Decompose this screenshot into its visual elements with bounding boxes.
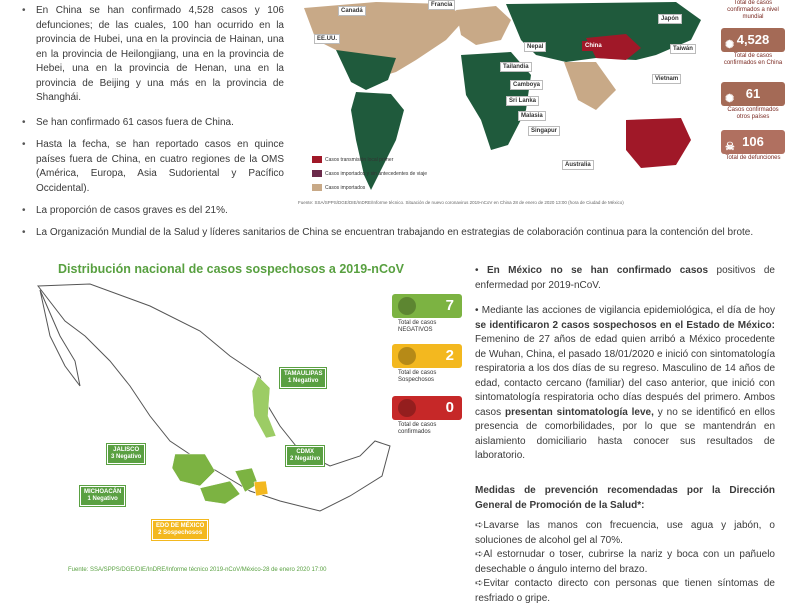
virus-icon <box>398 347 416 365</box>
bullet-dot: • <box>22 5 26 16</box>
legend-imported: Casos importados <box>312 184 365 191</box>
arrow-icon: ➪ <box>475 578 484 589</box>
australia-shape <box>626 118 691 168</box>
tag-canada: Canadá <box>338 6 366 16</box>
label-cdmx: CDMX 2 Negativo <box>286 446 324 466</box>
legend-swatch <box>312 170 322 177</box>
stat-box: 2 <box>392 344 462 368</box>
mexico-map <box>30 276 410 566</box>
measure-item: ➪Al estornudar o toser, cubrirse la nariz y boca con un pañuelo desechable o ángulo interno del brazo. <box>475 549 775 575</box>
bullet-dot: • <box>22 205 26 216</box>
world-map-source: Fuente: SSA/SPPS/DGE/DIE/InDRE/Informe técnico. Situación de nuevo coronavirus 2019-nCoV en China 28 de enero de 2020 13:00 (hora de Ciudad de México) <box>298 200 624 205</box>
label-jalisco: JALISCO 3 Negativo <box>107 444 145 464</box>
stat-box: 0 <box>392 396 462 420</box>
bullet-china-cases: • En China se han confirmado 4,528 casos y 106 defunciones; de las cuales, 100 han ocurrido en la provincia de Hubei, una en la provincia de Hainan, una en la provincia de Heilongjiang, una en la provincia de Hebei, una en la provincia de Henan, una en la provincia de Beijing y una más en la provincia de Shanghái. <box>22 5 284 103</box>
label-tamaulipas: TAMAULIPAS 1 Negativo <box>280 368 326 388</box>
tag-eeuu: EE.UU. <box>314 34 340 44</box>
virus-icon: ✺ <box>725 39 735 51</box>
stat-deaths: ☠ 106 Total de defunciones <box>721 130 785 162</box>
tag-china: China <box>582 41 605 51</box>
arrow-icon: ➪ <box>475 549 484 560</box>
south-asia-shape <box>564 62 616 110</box>
mexico-outline <box>38 284 390 511</box>
people-icon <box>398 399 416 417</box>
tag-srilanka: Sri Lanka <box>506 96 539 106</box>
bullet-dot: • <box>475 265 487 276</box>
mx-stat-suspected: 2 Total de casos Sospechosos <box>392 344 462 384</box>
tag-singapur: Singapur <box>528 126 560 136</box>
stat-box: 7 <box>392 294 462 318</box>
virus-icon: ✺ <box>725 93 735 105</box>
legend-imported-no-travel: Casos importados y sin antecedentes de viaje <box>312 170 427 177</box>
tag-vietnam: Vietnam <box>652 74 681 84</box>
stat-box: ☠ 106 <box>721 130 785 154</box>
measures-title: Medidas de prevención recomendadas por la Dirección General de Promoción de la Salud*: <box>475 485 775 511</box>
stat-china-cases: ✺ 4,528 Total de casos confirmados en China <box>721 28 785 67</box>
tag-camboya: Camboya <box>510 80 543 90</box>
tag-francia: Francia <box>428 0 455 10</box>
bullet-outside-china: • Se han confirmado 61 casos fuera de China. <box>22 116 284 131</box>
paragraph-no-confirmed: • En México no se han confirmado casos positivos de enfermedad por 2019-nCoV. <box>475 265 775 291</box>
bullet-countries: • Hasta la fecha, se han reportado casos en quince países fuera de China, en cuatro regiones de la OMS (América, Europa, Asia Sudoriental y Pacífico Occidental). <box>22 139 284 194</box>
mexico-map-graphic <box>30 276 410 566</box>
legend-swatch <box>312 184 322 191</box>
tag-taiwan: Taiwán <box>670 44 696 54</box>
label-edomex: EDO DE MÉXICO 2 Sospechosos <box>152 520 208 540</box>
stat-box: ✺ 4,528 <box>721 28 785 52</box>
bullet-dot: • <box>475 305 482 316</box>
skull-icon: ☠ <box>725 141 735 153</box>
mx-stat-negative: 7 Total de casos NEGATIVOS <box>392 294 462 334</box>
paragraph-suspected-cases: • Mediante las acciones de vigilancia epidemiológica, el día de hoy se identificaron 2 casos sospechosos en el Estado de México: Femenino de 27 años de edad quien arribó a México procedente de Wuhan, China, el pasado 18/01/2020 e inició con sintomatología respiratoria a los dos días de su regreso. Masculino de 14 años de edad, contacto cercano (familiar) del caso anterior, que inició con sintomatología respiratoria ocho días después del primero. Ambos casos presentan sintomatología leve, y no se identificó en ellos presencia de comorbilidades, por lo que se mantendrán en aislamiento domiciliario hasta conocer sus resultados de laboratorio. <box>475 305 775 461</box>
bullet-dot: • <box>22 139 26 150</box>
tag-japon: Japón <box>658 14 682 24</box>
bullet-dot: • <box>22 117 26 128</box>
stat-world-total: Total de casos confirmados a nivel mundial <box>727 0 779 20</box>
tag-tailandia: Tailandia <box>500 62 532 72</box>
stat-box: ✺ 61 <box>721 82 785 106</box>
tag-malasia: Malasia <box>518 111 546 121</box>
bullet-oms: • La Organización Mundial de la Salud y líderes sanitarios de China se encuentran trabajando en estrategias de colaboración continua para la contención del brote. <box>22 226 782 241</box>
mexico-map-source: Fuente: SSA/SPPS/DGE/DIE/InDRE/Informe técnico 2019-nCoV/México-28 de enero 2020 17:00 <box>68 567 327 573</box>
bullet-dot: • <box>22 227 26 238</box>
mexico-section-title: Distribución nacional de casos sospechosos a 2019-nCoV <box>58 262 404 276</box>
arrow-icon: ➪ <box>475 520 484 531</box>
measure-item: ➪Evitar contacto directo con personas que tienen síntomas de resfriado o gripe. <box>475 578 775 604</box>
world-map <box>296 0 706 200</box>
state-edomex <box>254 481 268 496</box>
stat-other-countries: ✺ 61 Casos confirmados otros países <box>721 82 785 121</box>
state-michoacan <box>200 481 240 504</box>
measure-item: ➪Lavarse las manos con frecuencia, use agua y jabón, o soluciones de alcohol gel al 70%. <box>475 520 775 546</box>
mx-stat-confirmed: 0 Total de casos confirmados <box>392 396 462 436</box>
legend-local: Casos transmisión local primer <box>312 156 393 163</box>
tag-nepal: Nepal <box>524 42 546 52</box>
virus-icon <box>398 297 416 315</box>
legend-swatch <box>312 156 322 163</box>
label-michoacan: MICHOACÁN 1 Negativo <box>80 486 125 506</box>
tag-australia: Australia <box>562 160 594 170</box>
europe-shape <box>456 6 511 45</box>
bullet-severe-proportion: • La proporción de casos graves es del 21%. <box>22 204 284 219</box>
